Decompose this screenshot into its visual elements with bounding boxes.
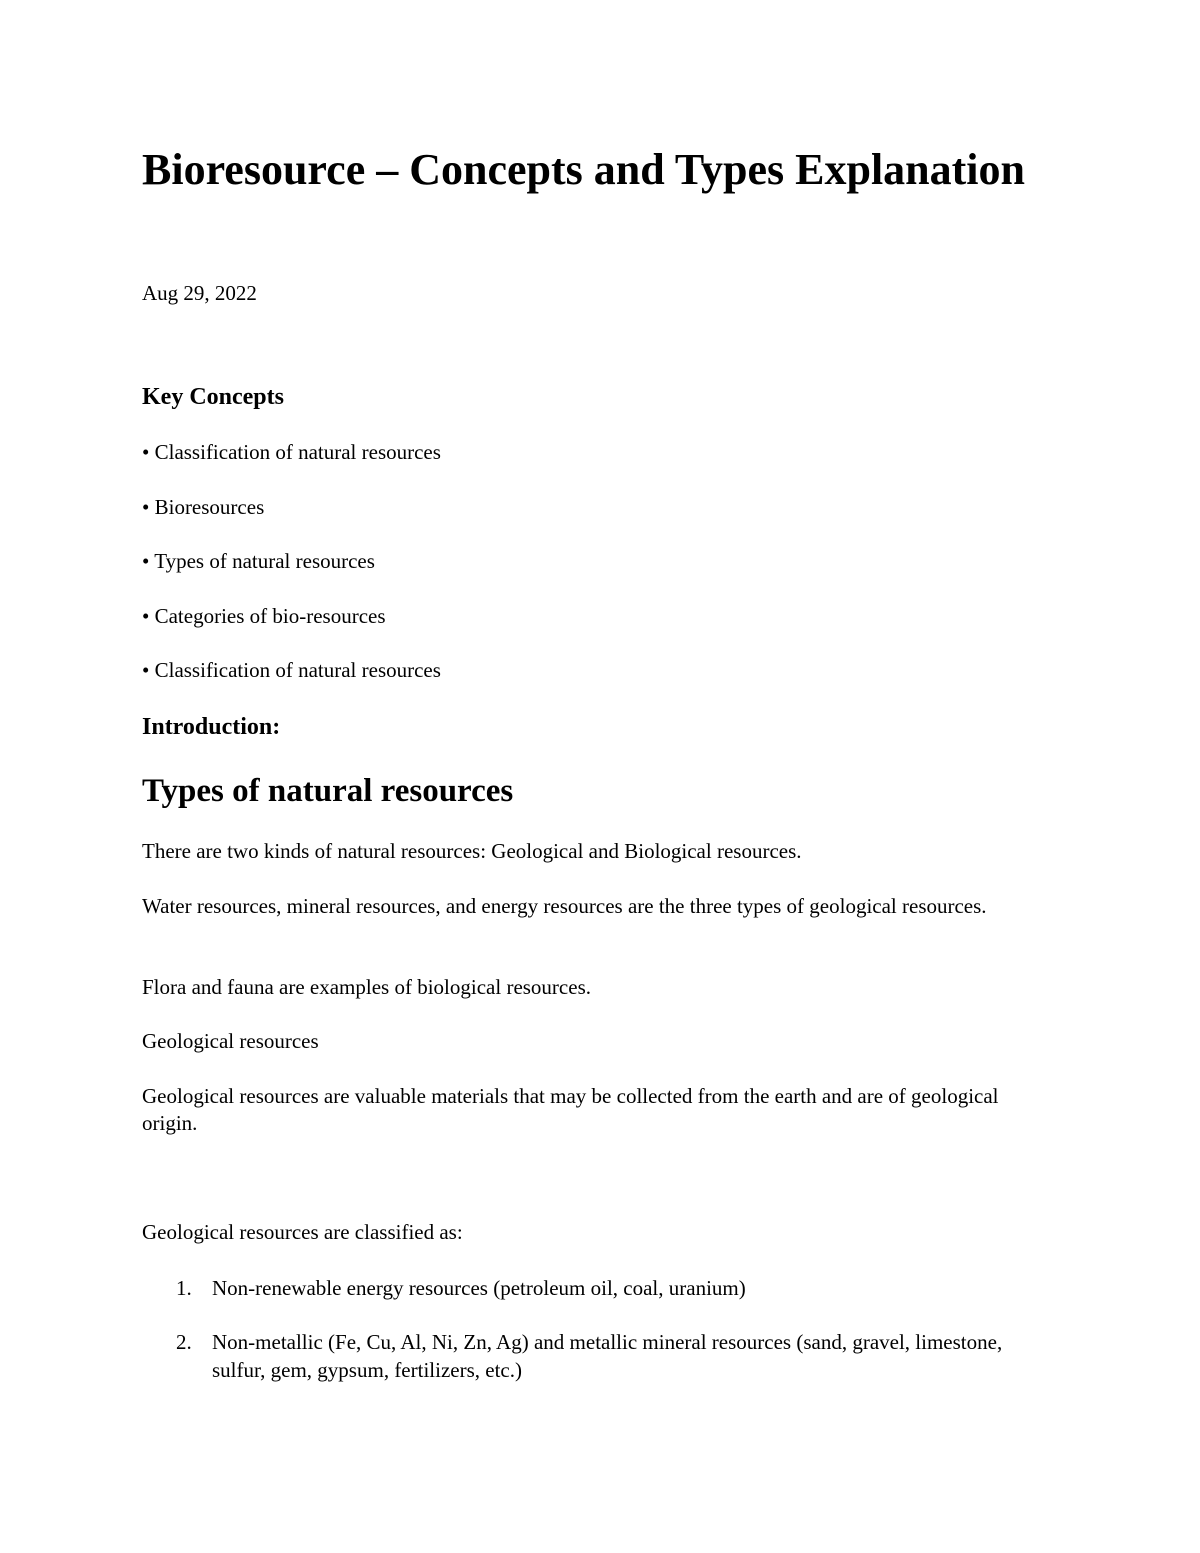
paragraph: Geological resources are classified as: [142,1220,463,1244]
publish-date: Aug 29, 2022 [142,281,257,305]
list-item: • Categories of bio-resources [142,603,386,628]
key-concepts-heading: Key Concepts [142,384,284,410]
page-title: Bioresource – Concepts and Types Explanation [142,145,1025,194]
list-item [142,1328,1022,1384]
types-heading: Types of natural resources [142,773,514,809]
list-item-text: Non-renewable energy resources (petroleum oil, coal, uranium) [212,1276,746,1300]
paragraph: Geological resources are valuable materials that may be collected from the earth and are of geological origin. [142,1084,999,1135]
paragraph: Geological resources [142,1029,319,1053]
key-concepts-list [142,438,441,711]
classification-list [142,1274,1022,1384]
paragraph: Flora and fauna are examples of biological resources. [142,975,591,999]
list-item [142,1274,1022,1328]
list-item: • Classification of natural resources [142,658,441,682]
paragraph: Water resources, mineral resources, and energy resources are the three types of geological resources. [142,894,987,918]
list-item: • Bioresources [142,494,265,519]
list-item: • Classification of natural resources [142,440,441,464]
list-item-text: Non-metallic (Fe, Cu, Al, Ni, Zn, Ag) and metallic mineral resources (sand, gravel, limestone, sulfur, gem, gypsum, fertilizers, etc.) [212,1330,1003,1382]
list-item: • Types of natural resources [142,549,375,573]
paragraph: There are two kinds of natural resources: Geological and Biological resources. [142,839,802,863]
list-number: 2. [176,1330,192,1354]
list-number: 1. [176,1276,192,1300]
introduction-heading: Introduction: [142,714,281,740]
